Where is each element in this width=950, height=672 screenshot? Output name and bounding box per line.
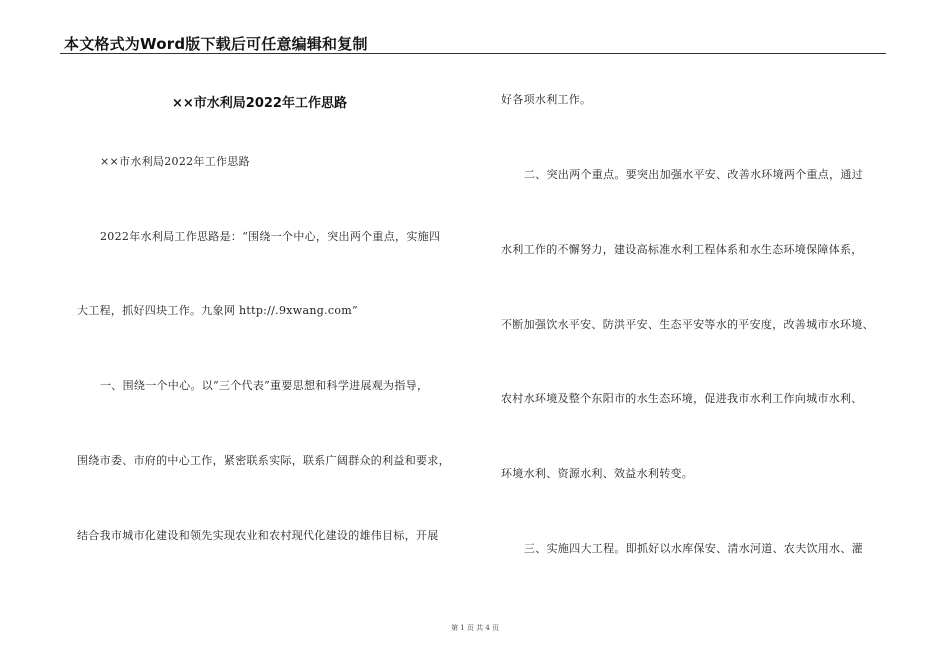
paragraph-line: 三、实施四大工程。即抓好以水库保安、清水河道、农夫饮用水、灌 (524, 542, 863, 555)
page-number: 第 1 页 共 4 页 (450, 624, 500, 632)
paragraph-line: 大工程，抓好四块工作。九象网 http://.9xwang.com” (77, 304, 358, 317)
paragraph-line: ××市水利局2022年工作思路 (100, 155, 250, 168)
paragraph-line: 围绕市委、市府的中心工作，紧密联系实际，联系广阔群众的利益和要求， (77, 454, 450, 467)
paragraph-line: 水利工作的不懈努力，建设高标准水利工程体系和水生态环境保障体系， (501, 243, 863, 256)
paragraph-line: 农村水环境及整个东阳市的水生态环境，促进我市水利工作向城市水利、 (501, 392, 863, 405)
paragraph-line: 不断加强饮水平安、防洪平安、生态平安等水的平安度，改善城市水环境、 (501, 318, 874, 331)
paragraph-line: 结合我市城市化建设和领先实现农业和农村现代化建设的雄伟目标，开展 (77, 529, 439, 542)
paragraph-line: 一、围绕一个中心。以“三个代表”重要思想和科学进展观为指导， (100, 379, 429, 392)
paragraph-line: 二、突出两个重点。要突出加强水平安、改善水环境两个重点，通过 (524, 168, 863, 181)
document-title: ××市水利局2022年工作思路 (172, 96, 347, 111)
header-divider (60, 53, 886, 54)
paragraph-line: 好各项水利工作。 (501, 93, 592, 106)
paragraph-line: 环境水利、资源水利、效益水利转变。 (501, 467, 694, 480)
download-note: 本文格式为Word版下载后可任意编辑和复制 (64, 35, 368, 53)
paragraph-line: 2022年水利局工作思路是：“围绕一个中心，突出两个重点，实施四 (100, 230, 441, 243)
